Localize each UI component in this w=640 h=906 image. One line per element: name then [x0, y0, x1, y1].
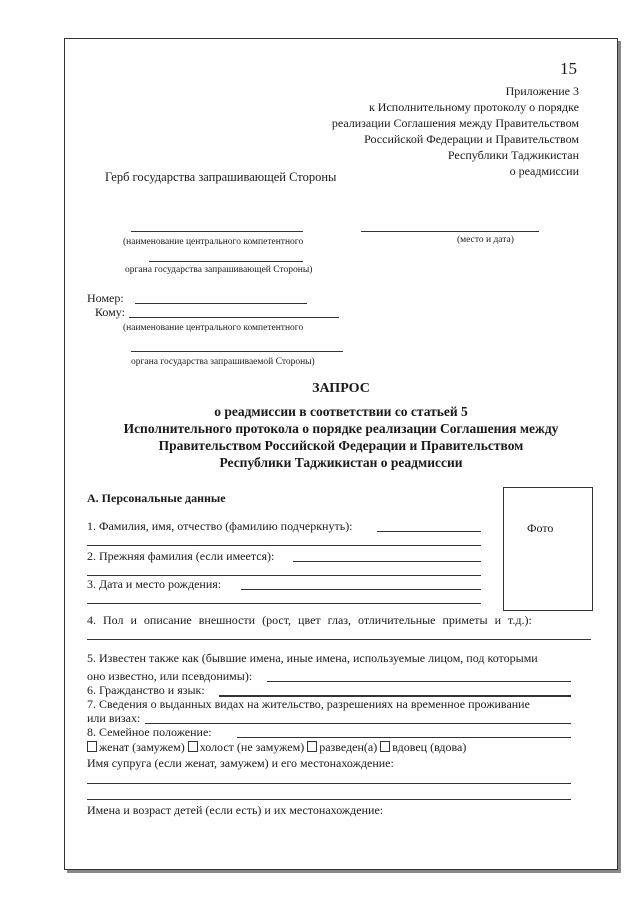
number-field[interactable]	[135, 303, 307, 304]
place-date-fill-line[interactable]	[361, 231, 539, 232]
appendix-line: Приложение 3	[505, 84, 579, 98]
field-7-label: 7. Сведения о выданных видах на жительство, разрешениях на временное проживание	[87, 697, 530, 711]
field-5-label: 5. Известен также как (бывшие имена, иные имена, используемые лицом, под которыми	[87, 651, 538, 665]
checkbox-single[interactable]	[188, 741, 198, 752]
appendix-line: к Исполнительному протоколу о порядке	[368, 100, 579, 114]
checkbox-widowed[interactable]	[380, 741, 390, 752]
field-3-input-2[interactable]	[87, 603, 481, 604]
field-7-input[interactable]	[145, 723, 571, 724]
authority-fill-line-2[interactable]	[149, 261, 303, 262]
field-2-input[interactable]	[293, 561, 481, 562]
authority-label-2: органа государства запрашивающей Стороны)	[125, 265, 313, 275]
request-subtitle	[65, 403, 617, 471]
checkbox-divorced[interactable]	[307, 741, 317, 752]
appendix-line: Российской Федерации и Правительством	[364, 132, 579, 146]
authority-label: (наименование центрального компетентного	[123, 237, 304, 247]
field-6-label: 6. Гражданство и язык:	[87, 683, 205, 697]
marital-options	[87, 740, 466, 755]
subtitle-line: Правительством Российской Федерации и Правительством	[158, 438, 524, 453]
field-2-input-2[interactable]	[87, 575, 481, 576]
appendix-line: о реадмиссии	[509, 164, 579, 178]
appendix-line: реализации Соглашения между Правительством	[331, 116, 579, 130]
authority-fill-line[interactable]	[131, 231, 303, 232]
option-widowed: вдовец (вдова)	[392, 740, 467, 754]
option-divorced: разведен(а)	[319, 740, 378, 754]
document-page	[64, 38, 618, 870]
section-a-heading: А. Персональные данные	[87, 491, 226, 505]
field-2-label: 2. Прежняя фамилия (если имеется):	[87, 549, 275, 563]
photo-label: Фото	[527, 521, 554, 535]
spouse-input[interactable]	[87, 783, 571, 784]
request-title: ЗАПРОС	[312, 381, 370, 396]
option-single: холост (не замужем)	[199, 740, 305, 754]
number-label: Номер:	[87, 291, 124, 305]
coat-of-arms-label: Герб государства запрашивающей Стороны	[105, 170, 337, 184]
spouse-label: Имя супруга (если женат, замужем) и его местонахождение:	[87, 756, 394, 770]
to-label: Кому:	[95, 305, 125, 319]
field-4-input[interactable]	[87, 639, 591, 640]
recipient-fill-line[interactable]	[131, 351, 343, 352]
place-date-label: (место и дата)	[457, 235, 514, 245]
spouse-input-2[interactable]	[87, 799, 571, 800]
page-number: 15	[560, 59, 577, 78]
subtitle-line: о реадмиссии в соответствии со статьей 5	[214, 404, 468, 419]
field-1-label: 1. Фамилия, имя, отчество (фамилию подчеркнуть):	[87, 519, 353, 533]
field-3-input[interactable]	[241, 589, 481, 590]
appendix-block	[332, 83, 579, 179]
option-married: женат (замужем)	[99, 740, 185, 754]
field-8-label: 8. Семейное положение:	[87, 725, 212, 739]
checkbox-married[interactable]	[87, 741, 97, 752]
recipient-label: (наименование центрального компетентного	[123, 323, 304, 333]
field-5-label-2: оно известно, или псевдонимы):	[87, 669, 253, 683]
children-label: Имена и возраст детей (если есть) и их местонахождение:	[87, 803, 384, 817]
recipient-label-2: органа государства запрашиваемой Стороны)	[131, 357, 315, 367]
field-3-label: 3. Дата и место рождения:	[87, 577, 222, 591]
field-8-input[interactable]	[237, 737, 571, 738]
photo-box[interactable]	[503, 487, 593, 611]
subtitle-line: Республики Таджикистан о реадмиссии	[219, 455, 463, 470]
appendix-line: Республики Таджикистан	[447, 148, 579, 162]
subtitle-line: Исполнительного протокола о порядке реализации Соглашения между	[123, 421, 559, 436]
field-5-input[interactable]	[267, 681, 571, 682]
field-4-label: 4. Пол и описание внешности (рост, цвет глаз, отличительные приметы и т.д.):	[87, 613, 532, 627]
to-field[interactable]	[129, 317, 339, 318]
field-1-input-2[interactable]	[87, 545, 481, 546]
field-1-input[interactable]	[377, 531, 481, 532]
field-7-label-2: или визах:	[87, 711, 141, 725]
